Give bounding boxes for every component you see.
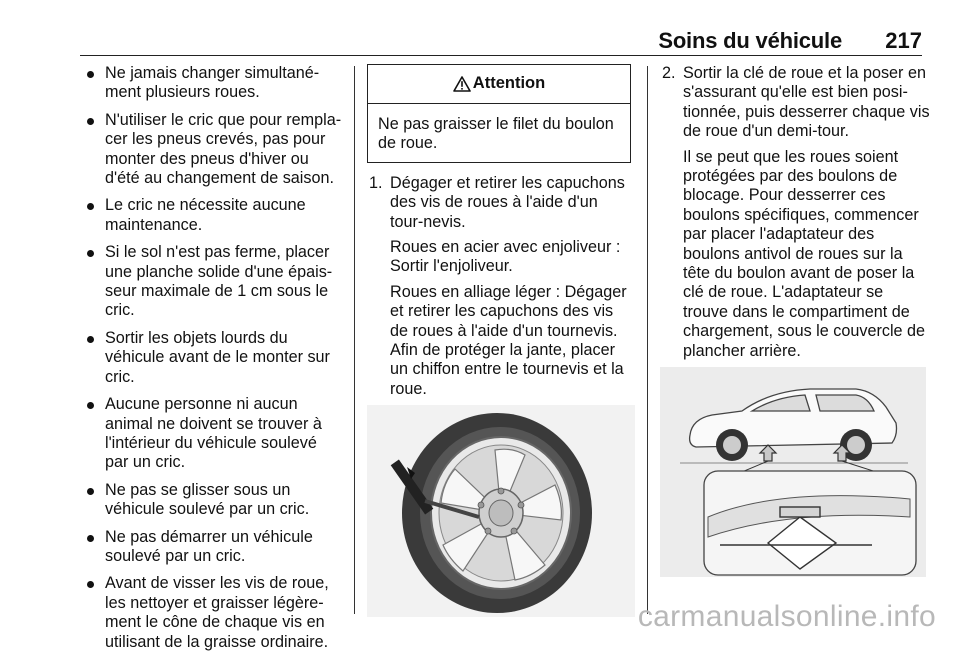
attention-heading-text: Attention	[472, 74, 546, 93]
step-1	[367, 174, 635, 399]
step-paragraph: Dégager et retirer les capuchons des vis de roues à l'aide d'un tour-nevis.	[390, 173, 625, 231]
warning-triangle-icon	[453, 76, 471, 92]
list-item: Le cric ne nécessite aucune maintenance.	[82, 196, 344, 235]
attention-box	[367, 64, 631, 163]
list-item: Aucune personne ni aucun animal ne doivent se trouver à l'intérieur du véhicule soulevé par un cric.	[82, 395, 344, 473]
step-number: 2.	[662, 64, 676, 82]
page-header	[0, 0, 960, 62]
safety-bullet-list	[82, 64, 344, 652]
attention-heading	[368, 65, 630, 104]
section-title: Soins du véhicule	[658, 28, 842, 53]
step-paragraph: Sortir la clé de roue et la poser en s'assurant qu'elle est bien posi-tionnée, puis desserrer chaque vis de roue d'un demi-tour.	[683, 64, 930, 141]
step-2	[660, 64, 930, 361]
middle-column	[367, 64, 635, 617]
steps-list-part1	[367, 174, 635, 399]
list-item: N'utiliser le cric que pour rempla-cer les pneus crevés, pas pour monter des pneus d'hiver ou d'été au changement de saison.	[82, 111, 344, 189]
list-item: Ne pas se glisser sous un véhicule soulevé par un cric.	[82, 481, 344, 520]
step-number: 1.	[369, 173, 383, 192]
right-column	[660, 64, 930, 577]
list-item: Sortir les objets lourds du véhicule avant de le monter sur cric.	[82, 329, 344, 387]
list-item: Ne jamais changer simultané-ment plusieurs roues.	[82, 64, 344, 103]
step-paragraph: Roues en acier avec enjoliveur : Sortir l'enjoliveur.	[390, 238, 621, 276]
car-jack-points-illustration	[660, 367, 926, 577]
list-item: Avant de visser les vis de roue, les nettoyer et graisser légère-ment le cône de chaque vis en utilisant de la graisse ordinaire.	[82, 574, 344, 652]
column-divider-right	[647, 66, 648, 614]
column-divider-left	[354, 66, 355, 614]
list-item: Ne pas démarrer un véhicule soulevé par un cric.	[82, 528, 344, 567]
step-paragraph: Roues en alliage léger : Dégager et retirer les capuchons des vis de roues à l'aide d'un tournevis. Afin de protéger la jante, placer un chiffon entre le tournevis et la roue.	[390, 282, 627, 398]
step-paragraph: Il se peut que les roues soient protégées par des boulons de blocage. Pour desserrer ces boulons spécifiques, commencer par placer l'adaptateur des boulons antivol de roues sur la tête du boulon avant de poser la clé de roue. L'adaptateur se trouve dans le compartiment de chargement, sous le couvercle de plancher arrière.	[683, 147, 926, 360]
wheel-with-screwdriver-illustration	[367, 405, 635, 617]
page-number: 217	[885, 28, 922, 53]
attention-text: Ne pas graisser le filet du boulon de roue.	[378, 115, 614, 153]
header-rule	[80, 55, 922, 56]
steps-list-part2	[660, 64, 930, 361]
list-item: Si le sol n'est pas ferme, placer une planche solide d'une épais-seur maximale de 1 cm sous le cric.	[82, 243, 344, 321]
watermark: carmanualsonline.info	[637, 600, 936, 633]
left-column	[82, 64, 344, 660]
